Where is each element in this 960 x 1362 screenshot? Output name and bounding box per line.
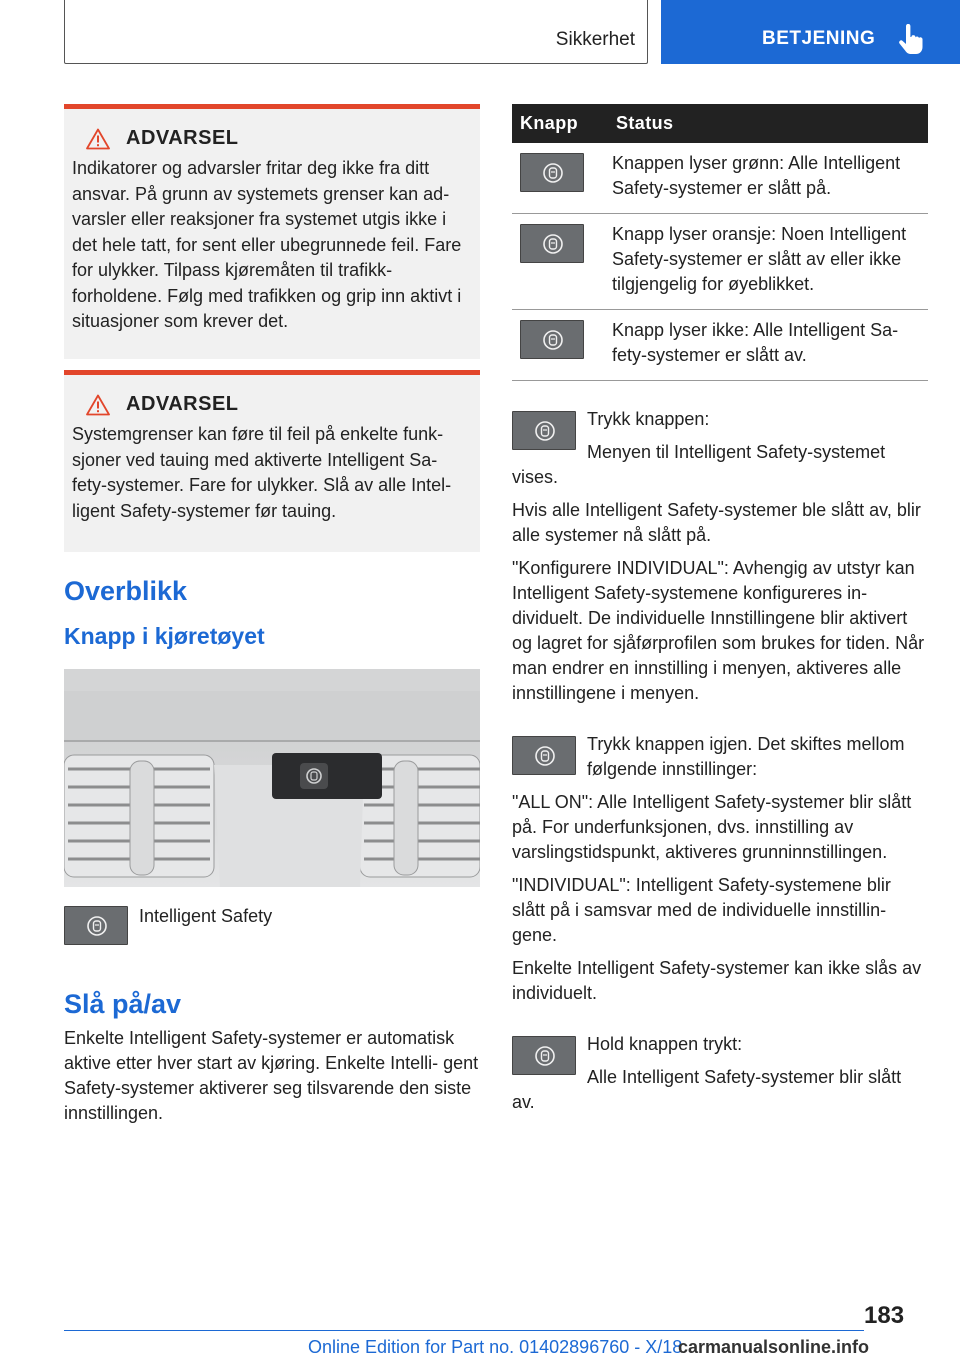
warning-box-2 bbox=[64, 370, 480, 552]
footer-edition: Online Edition for Part no. 01402896760 - X/18 bbox=[308, 1337, 683, 1357]
status-table bbox=[512, 104, 928, 381]
table-cell-status: Knapp lyser ikke: Alle Intelligent Sa- fety-systemer er slått av. bbox=[608, 310, 928, 381]
table-cell-status: Knappen lyser grønn: Alle Intelligent Safety-systemer er slått på. bbox=[608, 143, 928, 214]
watermark: carmanualsonline.info bbox=[678, 1337, 870, 1357]
warning-text: Indikatorer og advarsler fritar deg ikke fra ditt ansvar. På grunn av systemets grenser kan ad- varsler eller reaksjoner fra systemet utgis ikke i det hele tatt, for sent eller ubegrunnede feil. Fare for ulykker. Tilpass kjøremåten til trafikk- forholdene. Følg med trafikken og grip inn aktivt i situasjoner som krever det. bbox=[72, 158, 462, 331]
switch-paragraph: Enkelte Intelligent Safety-systemer er automatisk aktive etter hver start av kjøring. Enkelte Intelli- gent Safety-systemer aktiverer seg tilsvarende den siste innstillingen. bbox=[64, 1028, 479, 1123]
table-header-button: Knapp bbox=[512, 104, 608, 143]
paragraph-cannot-switch-off: Enkelte Intelligent Safety-systemer kan ikke slås av individuelt. bbox=[512, 958, 922, 1003]
heading-switch-on-off: Slå på/av bbox=[64, 989, 182, 1019]
table-row bbox=[512, 214, 928, 310]
step1-action: Trykk knappen: bbox=[587, 409, 710, 429]
table-row bbox=[512, 310, 928, 381]
intelligent-safety-button-icon bbox=[512, 736, 576, 775]
button-green-icon bbox=[520, 153, 584, 192]
warning-text: Systemgrenser kan føre til feil på enkelte funk- sjoner ved tauing med aktiverte Intelligent Sa- fety-systemer. Fare for ulykker. Slå av alle Intel- ligent Safety-systemer før tauing. bbox=[72, 424, 452, 521]
warning-box-1 bbox=[64, 104, 480, 359]
table-cell-status: Knapp lyser oransje: Noen Intelligent Safety-systemer er slått av eller ikke tilgjengelig for øyeblikket. bbox=[608, 214, 928, 310]
header-section-title: Sikkerhet bbox=[555, 29, 635, 50]
subheading-button-in-vehicle: Knapp i kjøretøyet bbox=[64, 623, 265, 649]
header-section-box bbox=[64, 0, 648, 64]
icon-caption: Intelligent Safety bbox=[139, 906, 273, 926]
warning-triangle-icon bbox=[86, 394, 110, 416]
table-header-status: Status bbox=[608, 104, 928, 143]
paragraph-all-off: Hvis alle Intelligent Safety-systemer ble slått av, blir alle systemer nå slått på. bbox=[512, 500, 921, 545]
pointing-hand-icon bbox=[897, 24, 923, 56]
intelligent-safety-button-icon bbox=[512, 1036, 576, 1075]
heading-overview: Overblikk bbox=[64, 576, 188, 606]
paragraph-all-on: "ALL ON": Alle Intelligent Safety-systemer blir slått på. For underfunksjonen, dvs. innstilling av varslingstidspunkt, aktiveres grunninnstillingen. bbox=[512, 792, 912, 862]
table-row bbox=[512, 143, 928, 214]
warning-title: ADVARSEL bbox=[126, 127, 239, 149]
tab-betjening[interactable] bbox=[661, 0, 960, 64]
step2-action: Trykk knappen igjen. Det skiftes mellom følgende innstillinger: bbox=[587, 734, 905, 779]
warning-triangle-icon bbox=[86, 128, 110, 150]
dashboard-photo bbox=[64, 669, 480, 887]
step3-action: Hold knappen trykt: bbox=[587, 1034, 743, 1054]
button-off-icon bbox=[520, 320, 584, 359]
step1-result: Menyen til Intelligent Safety-systemet vises. bbox=[512, 442, 886, 487]
page-number: 183 bbox=[864, 1302, 905, 1329]
button-orange-icon bbox=[520, 224, 584, 263]
paragraph-individual: "INDIVIDUAL": Intelligent Safety-systemene blir slått på i samsvar med de individuelle innstillin- gene. bbox=[512, 875, 891, 945]
intelligent-safety-button-icon bbox=[64, 906, 128, 945]
step3-result: Alle Intelligent Safety-systemer blir slått av. bbox=[512, 1067, 902, 1112]
intelligent-safety-button-icon bbox=[512, 411, 576, 450]
warning-title: ADVARSEL bbox=[126, 393, 239, 415]
dashboard-vents-illustration bbox=[64, 669, 480, 887]
paragraph-configure-individual: "Konfigurere INDIVIDUAL": Avhengig av utstyr kan Intelligent Safety-systemene konfigureres in- dividuelt. De individuelle Innstillingene blir aktivert og lagret for sjåførprofilen som brukes for tiden. Når man endrer en innstilling i menyen, aktiveres alle innstillingene i menyen. bbox=[512, 558, 925, 703]
tab-label: BETJENING bbox=[762, 28, 876, 49]
footer-divider bbox=[64, 1330, 864, 1331]
